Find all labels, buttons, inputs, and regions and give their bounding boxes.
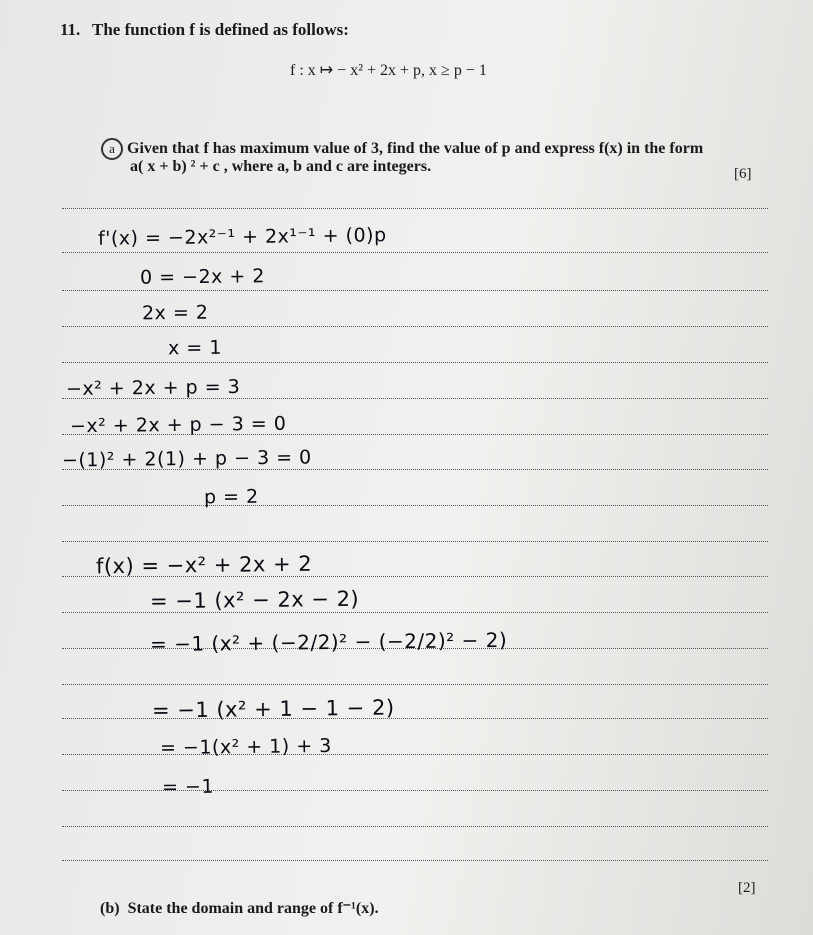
answer-line (62, 541, 768, 542)
answer-line (62, 860, 768, 861)
working-line: = −1 (161, 775, 215, 799)
answer-line (62, 684, 768, 685)
working-line: = −1 (x² + 1 − 1 − 2) (151, 695, 395, 723)
working-line: f(x) = −x² + 2x + 2 (95, 551, 313, 579)
working-line: 2x = 2 (141, 301, 209, 325)
part-b-marks: [2] (738, 880, 756, 896)
working-line: 0 = −2x + 2 (139, 265, 266, 289)
answer-line (62, 362, 768, 363)
question-stem: The function f is defined as follows: (92, 20, 349, 39)
part-a-text-line2: a( x + b) ² + c , where a, b and c are integers. (130, 158, 432, 175)
answer-line (62, 252, 768, 253)
working-line: −(1)² + 2(1) + p − 3 = 0 (61, 446, 312, 472)
part-b-label: (b) (100, 900, 120, 917)
working-line: −x² + 2x + p = 3 (65, 375, 241, 401)
part-b-prompt (100, 898, 379, 918)
working-line: f'(x) = −2x²⁻¹ + 2x¹⁻¹ + (0)p (97, 224, 387, 250)
part-b-text: State the domain and range of f⁻¹(x). (127, 900, 379, 917)
working-line: = −1 (x² + (−2/2)² − (−2/2)² − 2) (149, 627, 508, 657)
question-number: 11. (60, 20, 81, 39)
part-a-prompt (101, 138, 703, 160)
part-a-marks: [6] (734, 166, 752, 182)
working-line: x = 1 (167, 336, 222, 360)
answer-line (62, 208, 768, 209)
answer-line (62, 505, 768, 506)
working-line: = −1 (x² − 2x − 2) (149, 586, 360, 614)
function-definition: f : x ↦ − x² + 2x + p, x ≥ p − 1 (290, 62, 487, 79)
part-a-label: a (101, 138, 123, 160)
answer-line (62, 826, 768, 827)
working-line: = −1(x² + 1) + 3 (159, 734, 332, 760)
part-a-text-line1: Given that f has maximum value of 3, find the value of p and express f(x) in the form (127, 140, 704, 157)
working-line: −x² + 2x + p − 3 = 0 (69, 412, 287, 438)
answer-line (62, 290, 768, 291)
answer-line (62, 326, 768, 327)
working-line: p = 2 (203, 485, 259, 509)
